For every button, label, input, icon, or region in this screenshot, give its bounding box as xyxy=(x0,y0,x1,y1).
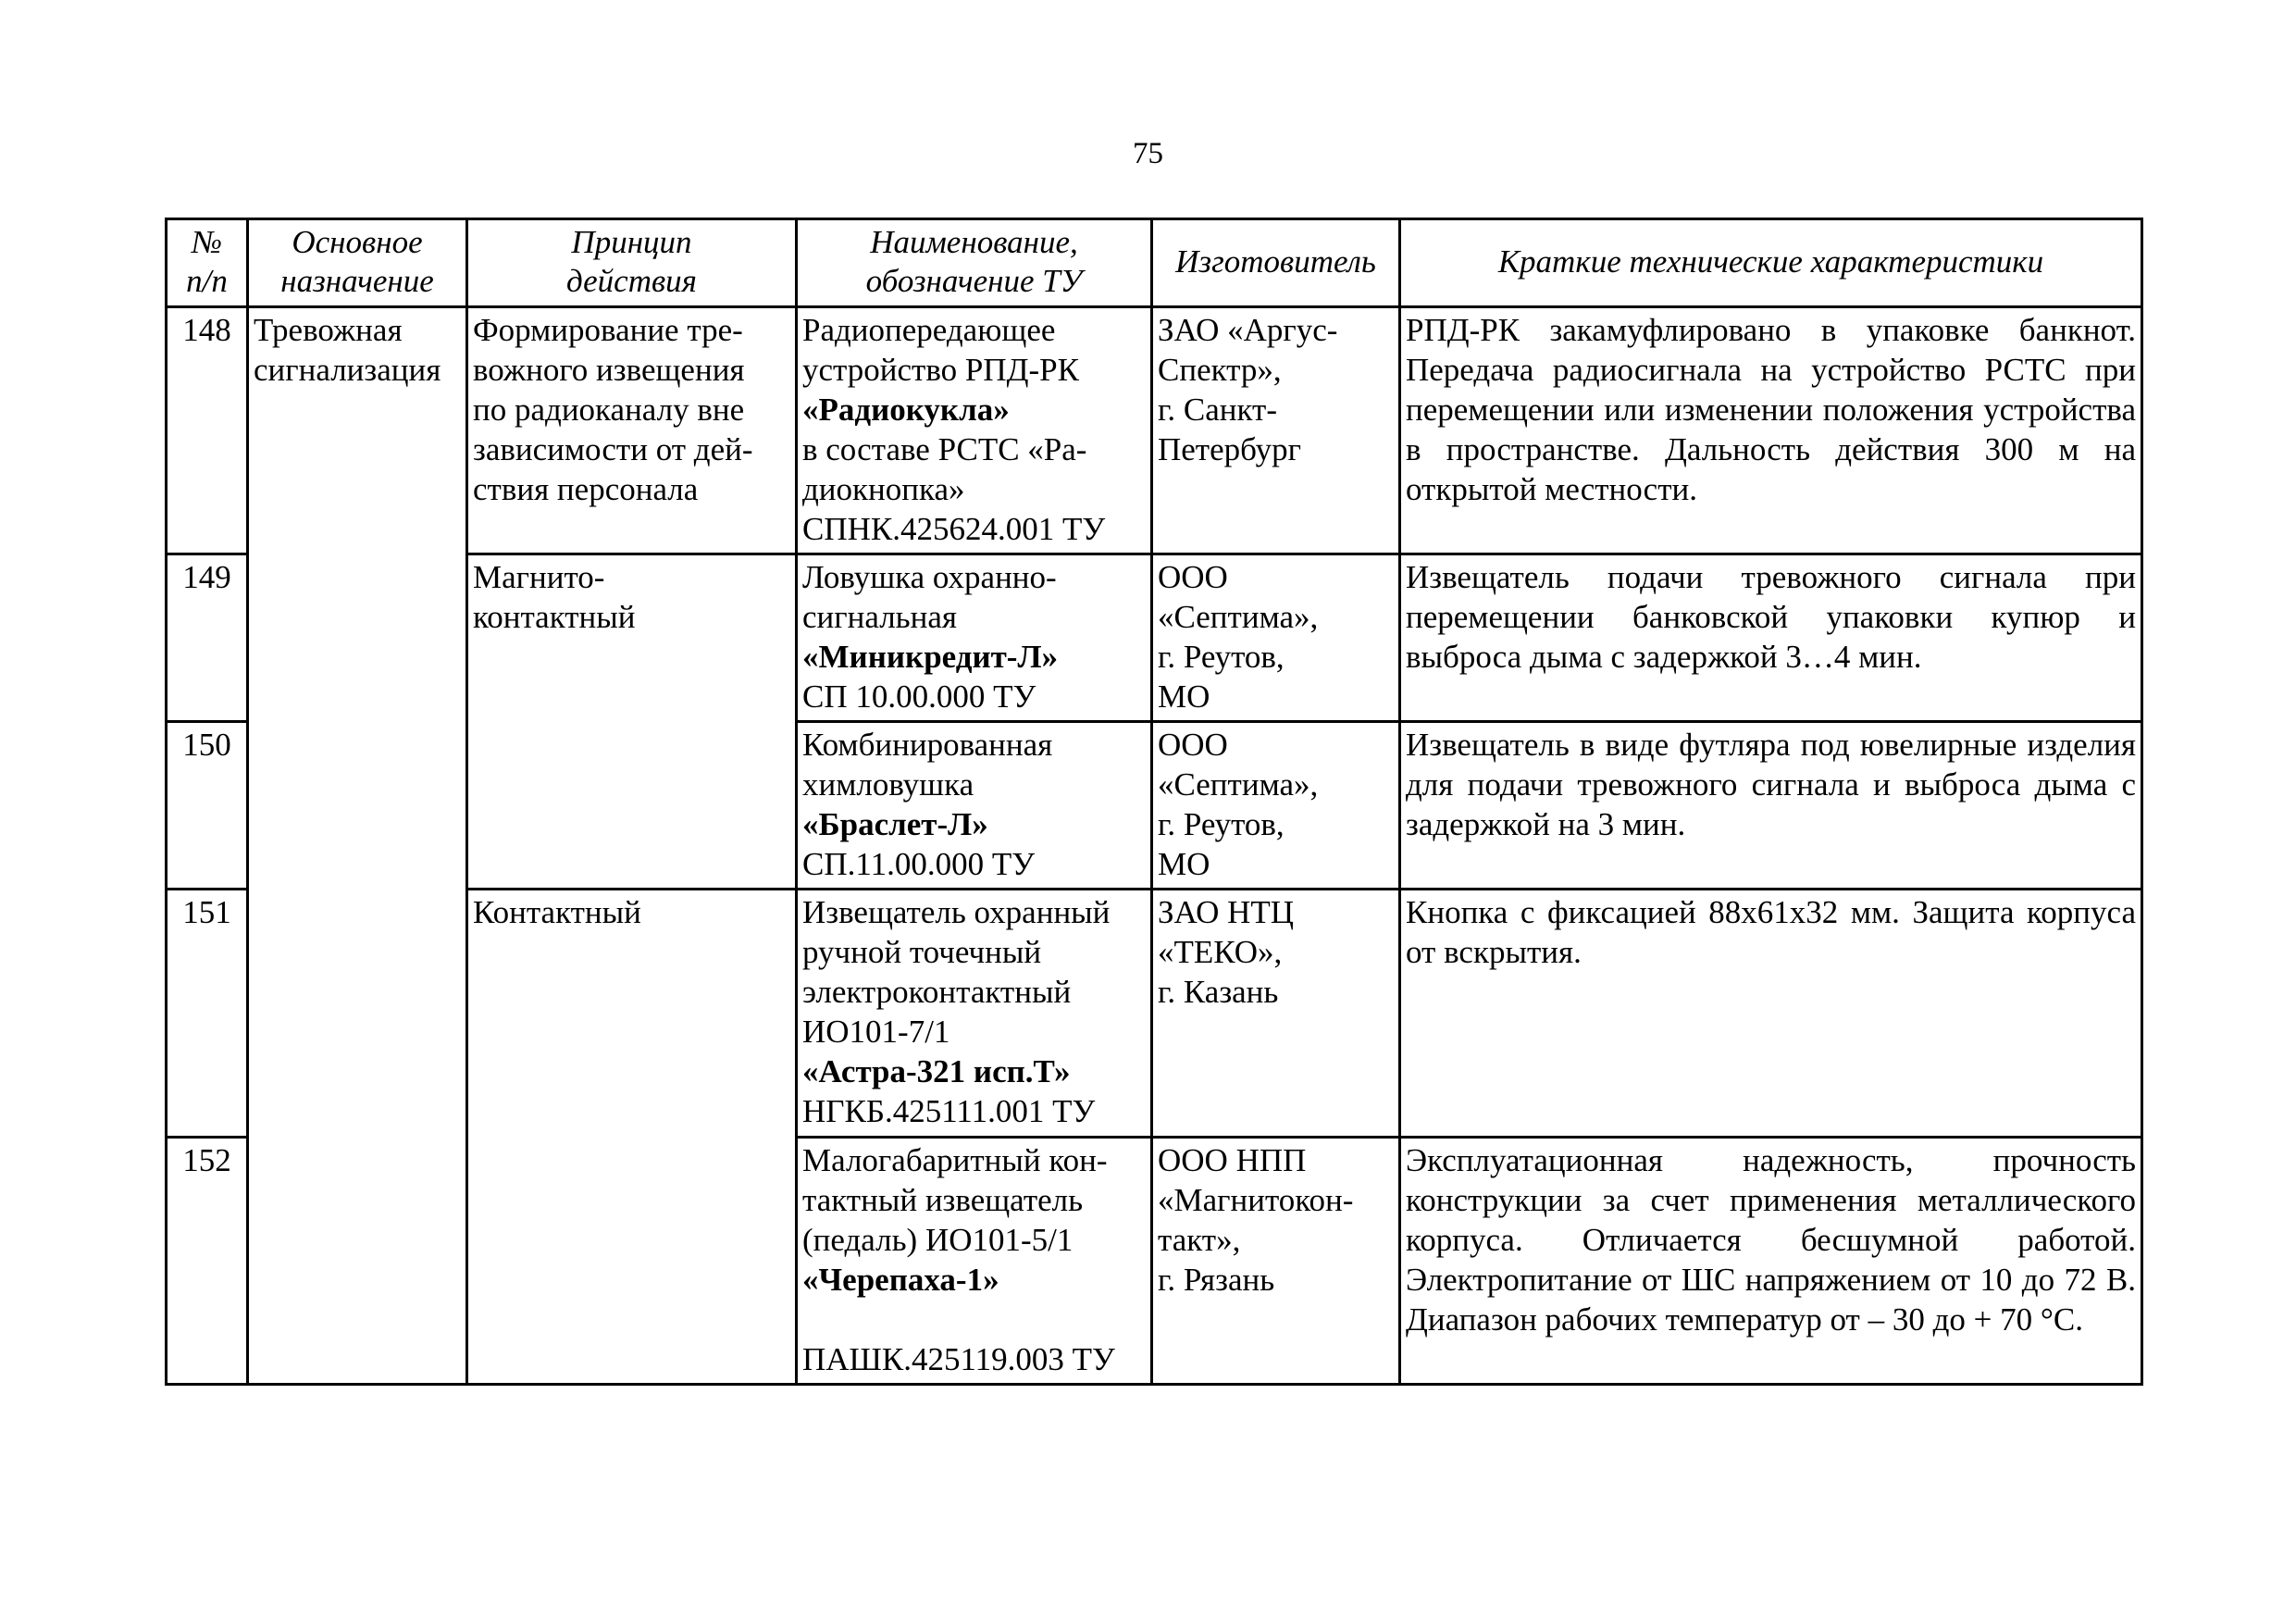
maker-cell: ООО НПП «Магнитокон- такт», г. Рязань xyxy=(1152,1138,1400,1385)
principle-cell: Формирование тре- вожного извещения по радиоканалу вне зависимости от дей- ствия персонала xyxy=(467,307,797,554)
principle-cell: Контактный xyxy=(467,890,797,1385)
name-cell: Ловушка охранно- сигнальная «Миникредит-Л» СП 10.00.000 ТУ xyxy=(797,554,1152,722)
maker-cell: ЗАО «Аргус- Спектр», г. Санкт- Петербург xyxy=(1152,307,1400,554)
header-purpose: Основное назначение xyxy=(248,219,467,307)
product-name: «Миникредит-Л» xyxy=(802,639,1059,675)
product-name: «Радиокукла» xyxy=(802,392,1010,428)
header-principle: Принцип действия xyxy=(467,219,797,307)
specs-cell: Кнопка с фиксацией 88х61х32 мм. Защита корпуса от вскрытия. xyxy=(1400,890,2142,1138)
row-number: 148 xyxy=(167,307,248,554)
name-cell: Малогабаритный кон- тактный извещатель (педаль) ИО101-5/1 «Черепаха-1» ПАШК.425119.003 ТУ xyxy=(797,1138,1152,1385)
principle-cell: Магнито- контактный xyxy=(467,554,797,890)
row-number: 150 xyxy=(167,722,248,890)
specs-cell: Эксплуатационная надежность, прочность конструкции за счет применения металлического корпуса. Отличается бесшумной работой. Электропитание от ШС напряжением от 10 до 72 В. Диапазон рабочих температур от – 30 до + 70 °С. xyxy=(1400,1138,2142,1385)
row-number: 152 xyxy=(167,1138,248,1385)
maker-cell: ООО «Септима», г. Реутов, МО xyxy=(1152,722,1400,890)
specs-cell: Извещатель подачи тревожного сигнала при перемещении банковской упаковки купюр и выброса дыма с задержкой 3…4 мин. xyxy=(1400,554,2142,722)
name-cell: Комбинированная химловушка «Браслет-Л» СП.11.00.000 ТУ xyxy=(797,722,1152,890)
product-name: «Черепаха-1» xyxy=(802,1262,999,1298)
row-number: 149 xyxy=(167,554,248,722)
header-num: № п/п xyxy=(167,219,248,307)
purpose-cell: Тревожная сигнализация xyxy=(248,307,467,1385)
specs-cell: РПД-РК закамуфлировано в упаковке банкнот. Передача радиосигнала на устройство РСТС при перемещении или изменении положения устройства в пространстве. Дальность действия 300 м на открытой местности. xyxy=(1400,307,2142,554)
row-number: 151 xyxy=(167,890,248,1138)
specs-cell: Извещатель в виде футляра под ювелирные изделия для подачи тревожного сигнала и выброса дыма с задержкой на 3 мин. xyxy=(1400,722,2142,890)
header-row xyxy=(167,219,2142,307)
table-row xyxy=(167,307,2142,554)
page-number: 75 xyxy=(1133,137,1163,170)
maker-cell: ООО «Септима», г. Реутов, МО xyxy=(1152,554,1400,722)
product-name: «Астра-321 исп.Т» xyxy=(802,1053,1071,1089)
header-maker: Изготовитель xyxy=(1152,219,1400,307)
header-specs: Краткие технические характеристики xyxy=(1400,219,2142,307)
maker-cell: ЗАО НТЦ «ТЕКО», г. Казань xyxy=(1152,890,1400,1138)
product-name: «Браслет-Л» xyxy=(802,806,988,842)
equipment-table xyxy=(165,218,2143,1386)
header-name: Наименование, обозначение ТУ xyxy=(797,219,1152,307)
name-cell: Радиопередающее устройство РПД-РК «Радиокукла» в составе РСТС «Ра- диокнопка» СПНК.425624.001 ТУ xyxy=(797,307,1152,554)
name-cell: Извещатель охранный ручной точечный электроконтактный ИО101-7/1 «Астра-321 исп.Т» НГКБ.425111.001 ТУ xyxy=(797,890,1152,1138)
